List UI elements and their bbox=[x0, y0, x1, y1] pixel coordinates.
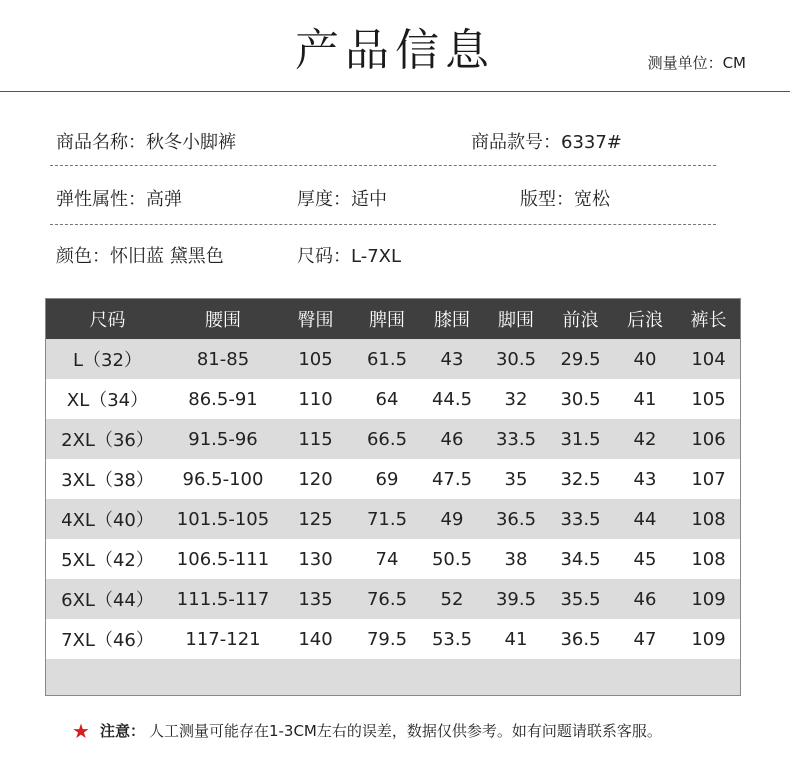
header-length: 裤长 bbox=[677, 299, 740, 339]
table-cell: 79.5 bbox=[366, 628, 408, 650]
table-cell: 31.5 bbox=[548, 419, 613, 459]
table-cell: 140 bbox=[298, 628, 333, 650]
table-row bbox=[46, 579, 740, 619]
dashed-divider bbox=[50, 165, 716, 166]
table-cell: 96.5-100 bbox=[182, 468, 264, 490]
table-cell: 66.5 bbox=[354, 419, 420, 459]
measurement-note bbox=[72, 719, 662, 743]
table-cell: 38 bbox=[504, 548, 528, 570]
table-cell: 110 bbox=[298, 388, 333, 410]
table-cell: 53.5 bbox=[431, 628, 473, 650]
table-row bbox=[46, 499, 740, 539]
thickness: 厚度：适中 bbox=[297, 189, 387, 210]
table-cell: XL（34） bbox=[66, 390, 149, 411]
header-divider bbox=[0, 91, 790, 92]
page-title: 产品信息 bbox=[295, 25, 495, 76]
table-row bbox=[46, 419, 740, 459]
fit-type: 版型：宽松 bbox=[520, 189, 610, 210]
table-cell: 117-121 bbox=[185, 628, 261, 650]
table-cell: 35 bbox=[504, 468, 528, 490]
table-cell: 33.5 bbox=[548, 499, 613, 539]
table-cell: 2XL（36） bbox=[46, 419, 169, 459]
table-empty-row bbox=[46, 659, 740, 695]
table-cell: 4XL（40） bbox=[46, 499, 169, 539]
product-model: 商品款号：6337# bbox=[471, 132, 622, 153]
table-cell: 44 bbox=[613, 499, 677, 539]
table-cell: 3XL（38） bbox=[61, 470, 154, 491]
table-cell: L（32） bbox=[46, 339, 169, 379]
size-table-container bbox=[45, 298, 741, 696]
table-row bbox=[46, 459, 740, 499]
table-cell: 109 bbox=[691, 628, 726, 650]
table-cell: 46 bbox=[420, 419, 484, 459]
table-cell: 105 bbox=[691, 388, 726, 410]
table-row bbox=[46, 619, 740, 659]
table-cell: 91.5-96 bbox=[169, 419, 277, 459]
table-cell: 52 bbox=[420, 579, 484, 619]
product-name: 商品名称：秋冬小脚裤 bbox=[56, 132, 236, 153]
table-cell: 41 bbox=[633, 388, 657, 410]
table-cell: 115 bbox=[277, 419, 354, 459]
table-cell: 46 bbox=[613, 579, 677, 619]
header-waist: 腰围 bbox=[169, 299, 277, 339]
table-cell: 5XL（42） bbox=[61, 550, 154, 571]
header-front-rise: 前浪 bbox=[548, 299, 613, 339]
elastic-attribute: 弹性属性：高弹 bbox=[56, 189, 182, 210]
table-cell: 130 bbox=[298, 548, 333, 570]
table-cell: 107 bbox=[691, 468, 726, 490]
table-cell: 39.5 bbox=[484, 579, 548, 619]
table-cell: 135 bbox=[277, 579, 354, 619]
color-info: 颜色：怀旧蓝 黛黑色 bbox=[56, 246, 224, 267]
table-cell: 47 bbox=[633, 628, 657, 650]
table-cell: 49 bbox=[420, 499, 484, 539]
table-cell: 7XL（46） bbox=[61, 630, 154, 651]
table-cell: 40 bbox=[613, 339, 677, 379]
header-back-rise: 后浪 bbox=[613, 299, 677, 339]
table-cell: 32.5 bbox=[560, 468, 601, 490]
table-cell: 109 bbox=[677, 579, 740, 619]
star-icon: ★ bbox=[72, 719, 90, 743]
table-cell: 101.5-105 bbox=[169, 499, 277, 539]
table-cell: 106 bbox=[677, 419, 740, 459]
table-cell: 86.5-91 bbox=[188, 388, 258, 410]
table-cell: 43 bbox=[420, 339, 484, 379]
header-knee: 膝围 bbox=[420, 299, 484, 339]
table-cell: 71.5 bbox=[354, 499, 420, 539]
table-cell: 108 bbox=[691, 548, 726, 570]
table-cell: 32 bbox=[504, 388, 528, 410]
table-cell: 108 bbox=[677, 499, 740, 539]
header-hip: 臀围 bbox=[277, 299, 354, 339]
size-range: 尺码：L-7XL bbox=[297, 246, 402, 267]
table-cell: 50.5 bbox=[431, 548, 473, 570]
table-cell: 104 bbox=[677, 339, 740, 379]
header-size: 尺码 bbox=[46, 299, 169, 339]
table-cell: 36.5 bbox=[484, 499, 548, 539]
size-table bbox=[46, 299, 740, 659]
table-cell: 42 bbox=[613, 419, 677, 459]
dashed-divider bbox=[50, 224, 716, 225]
table-cell: 6XL（44） bbox=[46, 579, 169, 619]
header-thigh: 脾围 bbox=[354, 299, 420, 339]
table-cell: 44.5 bbox=[431, 388, 473, 410]
table-row bbox=[46, 539, 740, 579]
table-cell: 106.5-111 bbox=[176, 548, 270, 570]
table-cell: 74 bbox=[375, 548, 399, 570]
table-cell: 64 bbox=[375, 388, 399, 410]
measurement-unit: 测量单位：CM bbox=[647, 54, 746, 72]
table-cell: 29.5 bbox=[548, 339, 613, 379]
table-cell: 30.5 bbox=[560, 388, 601, 410]
table-cell: 47.5 bbox=[431, 468, 473, 490]
table-cell: 125 bbox=[277, 499, 354, 539]
table-cell: 45 bbox=[633, 548, 657, 570]
header-leg-opening: 脚围 bbox=[484, 299, 548, 339]
table-cell: 120 bbox=[298, 468, 333, 490]
table-cell: 33.5 bbox=[484, 419, 548, 459]
table-cell: 111.5-117 bbox=[169, 579, 277, 619]
note-label: 注意： bbox=[99, 722, 145, 740]
table-row bbox=[46, 379, 740, 419]
table-cell: 105 bbox=[277, 339, 354, 379]
table-header-row bbox=[46, 299, 740, 339]
table-cell: 35.5 bbox=[548, 579, 613, 619]
table-cell: 34.5 bbox=[560, 548, 601, 570]
table-cell: 69 bbox=[375, 468, 399, 490]
table-row bbox=[46, 339, 740, 379]
table-cell: 41 bbox=[504, 628, 528, 650]
table-cell: 36.5 bbox=[560, 628, 601, 650]
table-cell: 76.5 bbox=[354, 579, 420, 619]
table-cell: 61.5 bbox=[354, 339, 420, 379]
table-cell: 81-85 bbox=[169, 339, 277, 379]
note-text: 人工测量可能存在1-3CM左右的误差，数据仅供参考。如有问题请联系客服。 bbox=[148, 722, 662, 740]
table-cell: 30.5 bbox=[484, 339, 548, 379]
table-cell: 43 bbox=[633, 468, 657, 490]
